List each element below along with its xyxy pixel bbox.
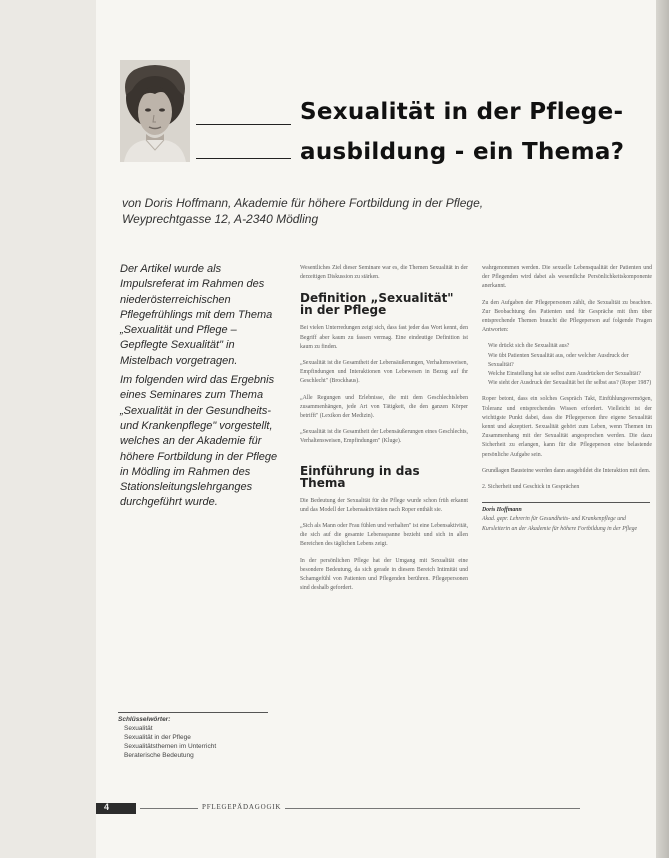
col3-paragraph: Zu den Aufgaben der Pflegepersonen zählt, die Sexualität zu beachten. Zur Beobachtung des Patienten und für Gespräche mit ihm über entsprechende Themen braucht die Pflegeperson auf folgende Fragen Antworten: [482, 299, 652, 334]
col2-paragraph: Wesentliches Ziel dieser Seminare war es, die Themen Sexualität in der derzeitigen Diskussion zu stärken. [300, 265, 468, 281]
question-item: Welche Einstellung hat sie selbst zum Ausdrücken der Sexualität? [488, 371, 641, 378]
body-column-3 [482, 264, 652, 534]
article-title-line-1: Sexualität in der Pflege- [300, 99, 624, 125]
title-rule-top [196, 124, 291, 125]
col2-quote: „Sexualität ist die Gesamtheit der Lebensäußerungen eines Geschlechts, Verhaltensweisen, Empfindungen" (Kluge). [300, 429, 468, 445]
author-description: Akad. gepr. Lehrerin für Gesundheits- und Krankenpflege und Kursleiterin an der Akademie für höhere Fortbildung in der Pflege [482, 516, 638, 532]
page-edge-shadow [656, 0, 669, 858]
question-item: Wie übt Patienten Sexualität aus, oder welcher Ausdruck der Sexualität? [488, 352, 629, 368]
portrait-image [120, 60, 190, 162]
article-title-line-2: ausbildung - ein Thema? [300, 139, 625, 165]
section-heading-definition: Definition „Sexualität" in der Pflege [300, 291, 454, 318]
keyword-item: Sexualität in der Pflege [124, 734, 191, 741]
col3-list-item: 2. Sicherheit und Geschick in Gesprächen [482, 484, 580, 491]
author-portrait [120, 60, 190, 162]
col2-paragraph: In der persönlichen Pflege hat der Umgang mit Sexualität eine besondere Bedeutung, da sich gerade in diesem Bereich Intimität und Schamgefühl von Patienten und Pflegenden berühren. Pflegepersonen sind deshalb gefordert. [300, 557, 468, 592]
section-heading-introduction: Einführung in das Thema [300, 463, 420, 490]
article-byline [122, 195, 542, 227]
col2-paragraph: Bei vielen Unterredungen zeigt sich, dass fast jeder das Wort kennt, den Begriff aber kaum zu fassen vermag. Eine eindeutige Definition ist kaum zu finden. [300, 325, 468, 350]
title-rule-bottom [196, 158, 291, 159]
question-list [482, 342, 652, 388]
keyword-item: Sexualitätsthemen im Unterricht [124, 743, 217, 750]
page-number: 4 [104, 802, 110, 812]
col3-list-item: Grundlagen Bausteine werden dann ausgebildet die Interaktion mit dem. [482, 467, 651, 474]
intro-paragraph-2: Im folgenden wird das Ergebnis eines Seminares zum Thema „Sexualität in der Gesundheits- und Krankenpflege" vorgestellt, welches an der Akademie für höhere Fortbildung in der Pflege in Mödling im Rahmen des Stationsleitungslehrganges durchgeführt wurde. [120, 374, 278, 509]
author-name: Doris Hoffmann [482, 507, 522, 514]
keywords-box [118, 712, 268, 760]
author-box-rule [482, 502, 650, 503]
keyword-item: Sexualität [124, 725, 153, 732]
byline-line-2: Weyprechtgasse 12, A-2340 Mödling [122, 212, 319, 226]
col2-paragraph: Die Bedeutung der Sexualität für die Pflege wurde schon früh erkannt und das Modell der Lebensaktivitäten nach Roper enthält sie. [300, 497, 468, 513]
question-item: Wie drückt sich die Sexualität aus? [488, 343, 570, 350]
col3-paragraph: wahrgenommen werden. Die sexuelle Lebensqualität der Patienten und der Pflegenden wird dabei als wesentliche Persönlichkeitskomponente anerkannt. [482, 265, 652, 290]
footer-page-tab [96, 803, 136, 814]
col2-quote: „Alle Regungen und Erlebnisse, die mit dem Geschlechtsleben zusammenhängen, jede Art von Tätigkeit, die den ganzen Körper betrifft" (Lexikon der Medizin). [300, 394, 468, 420]
body-column-2 [300, 264, 468, 600]
col2-quote: „Sich als Mann oder Frau fühlen und verhalten" ist eine Lebensaktivität, die sich auf die gesamte Lebensspanne bezieht und sich in allen Bereichen des täglichen Lebens zeigt. [300, 523, 469, 548]
col2-quote: „Sexualität ist die Gesamtheit der Lebensäußerungen, Verhaltensweisen, Empfindungen und Interaktionen von Lebewesen in Bezug auf ihr Geschlecht" (Brockhaus). [300, 360, 468, 385]
journal-name: PFLEGEPÄDAGOGIK [198, 803, 285, 811]
keyword-item: Beraterische Bedeutung [124, 752, 194, 759]
col3-paragraph: Roper betont, dass ein solches Gespräch Takt, Einfühlungsvermögen, Toleranz und entsprechendes Wissen erfordert. Vielleicht ist der wichtigste Punkt dabei, dass die Pflegeperson ihre eigene Sexualität kennt und akzeptiert. Sexualität gehört zum Leben, wenn Themen im Zusammenhang mit der Sexualität angesprochen werden. Die dazu Sicherheit zu erlangen, kann für die Pflegeperson eine belastende persönliche Aufgabe sein. [482, 396, 652, 458]
keywords-heading: Schlüsselwörter: [118, 712, 268, 724]
byline-line-1: von Doris Hoffmann, Akademie für höhere Fortbildung in der Pflege, [122, 196, 484, 210]
intro-abstract [120, 262, 285, 511]
intro-paragraph-1: Der Artikel wurde als Impulsreferat im Rahmen des niederösterreichischen Pflegefrühlings mit dem Thema „Sexualität und Pflege – Gepflegte Sexualität" in Mistelbach vorgetragen. [120, 263, 273, 367]
question-item: Wie sieht der Ausdruck der Sexualität bei ihr selbst aus? (Roper 1987) [488, 380, 652, 387]
